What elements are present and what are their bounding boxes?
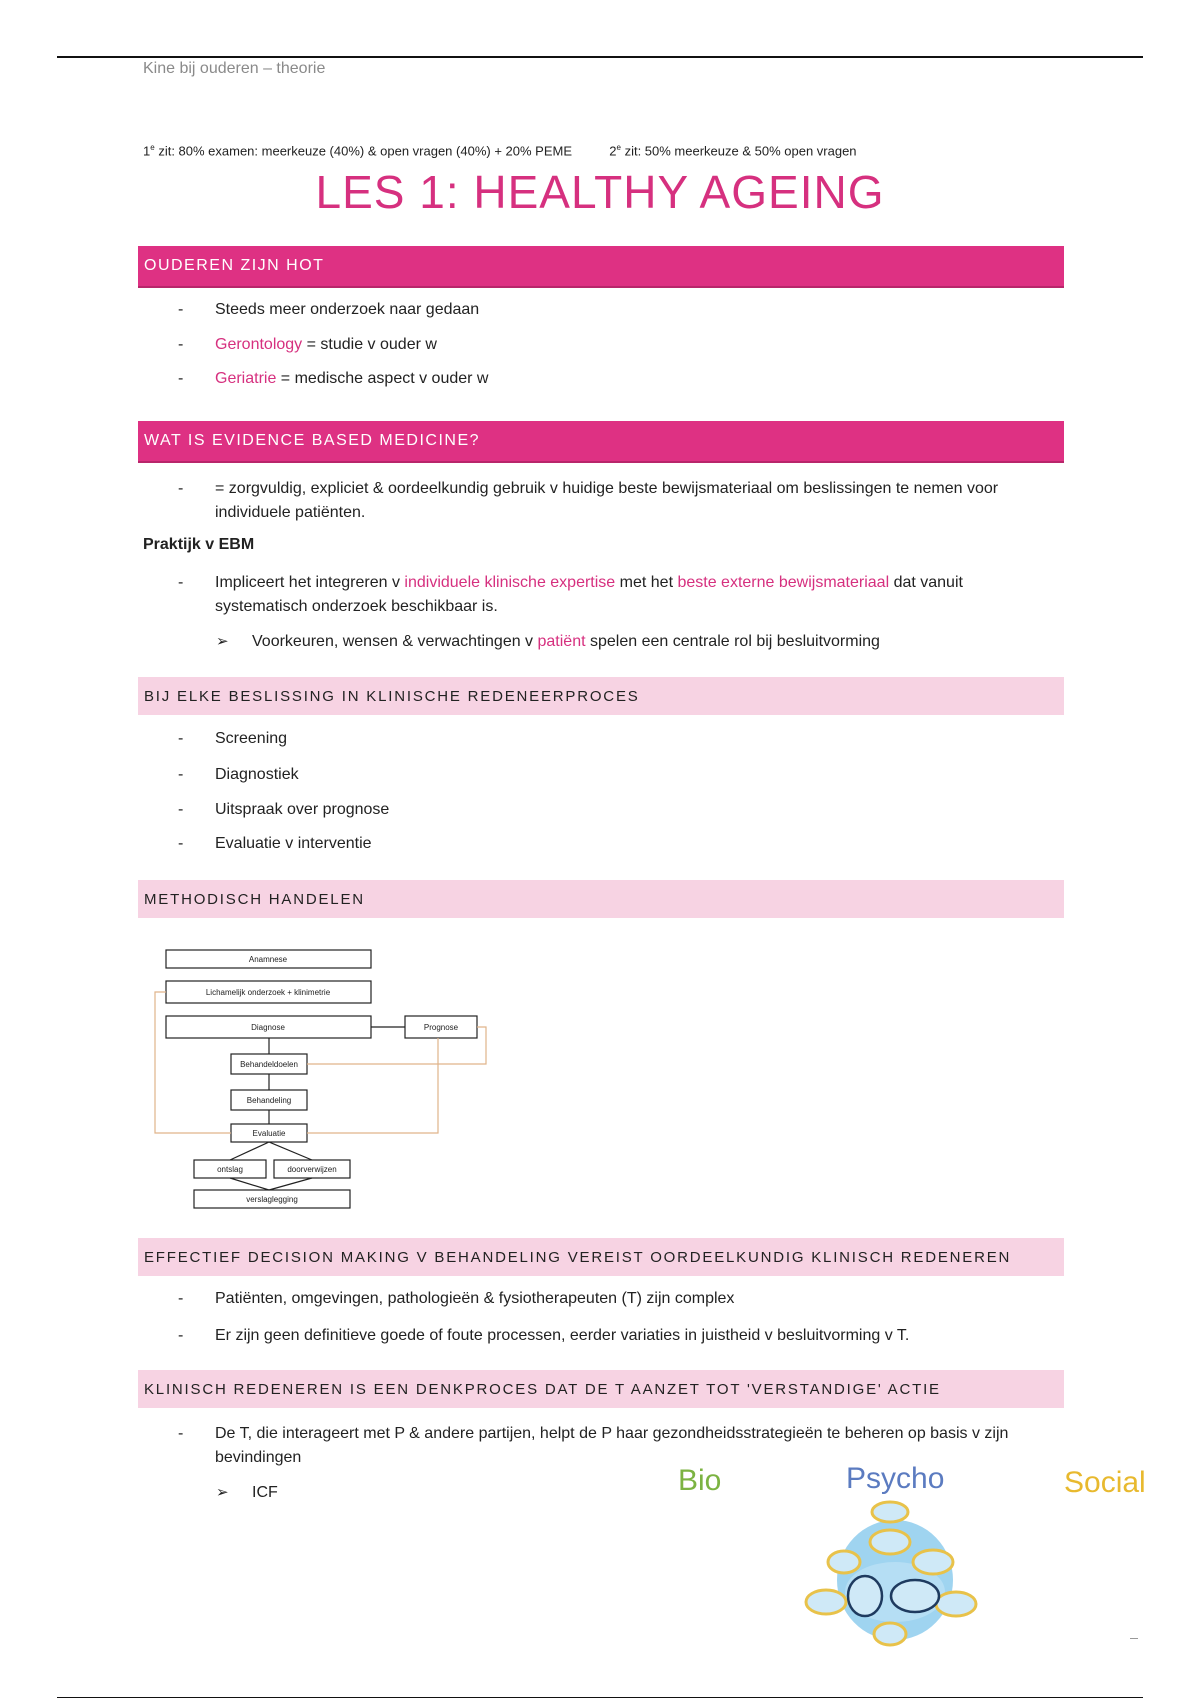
exam-first-text: zit: 80% examen: meerkeuze (40%) & open vragen (40%) + 20% PEME xyxy=(158,143,572,159)
bps-node-center-left xyxy=(848,1576,882,1616)
flow-label-behandeling: Behandeling xyxy=(246,1096,292,1105)
flow-label-behandeldoelen: Behandeldoelen xyxy=(240,1060,298,1069)
bps-label-social: Social xyxy=(1064,1466,1146,1499)
bps-label-bio: Bio xyxy=(678,1464,722,1497)
arrow-bullet-icon: ➢ xyxy=(216,633,229,650)
section-heading-methodisch: METHODISCH HANDELEN xyxy=(138,880,1064,918)
footer-rule xyxy=(57,1697,1143,1698)
running-header: Kine bij ouderen – theorie xyxy=(143,60,326,77)
flow-label-ontslag: ontslag xyxy=(217,1165,243,1174)
flow-label-prognose: Prognose xyxy=(423,1023,459,1032)
flow-label-evaluatie: Evaluatie xyxy=(252,1129,286,1138)
bps-node-bottom xyxy=(874,1623,906,1645)
bps-label-psycho: Psycho xyxy=(846,1462,945,1495)
term-patient: patiënt xyxy=(537,633,586,650)
exam-info xyxy=(143,143,857,158)
exam-first-sup: e xyxy=(150,143,155,152)
bps-node-top xyxy=(872,1502,908,1522)
section-heading-decision-making: EFFECTIEF DECISION MAKING V BEHANDELING VEREIST OORDEELKUNDIG KLINISCH REDENEREN xyxy=(138,1238,1064,1276)
flowchart-methodisch-handelen xyxy=(140,936,490,1216)
flow-label-diagnose: Diagnose xyxy=(251,1023,285,1032)
flow-label-doorverwijzen: doorverwijzen xyxy=(287,1165,337,1174)
bps-model-diagram xyxy=(800,1500,990,1650)
section-heading-ouderen: OUDEREN ZIJN HOT xyxy=(138,246,1064,288)
exam-first-num: 1 xyxy=(143,143,151,159)
term-klinische-expertise: individuele klinische expertise xyxy=(404,574,616,591)
exam-second-num: 2 xyxy=(609,143,617,159)
flow-label-anamnese: Anamnese xyxy=(248,955,288,964)
term-externe-bewijsmateriaal: beste externe bewijsmateriaal xyxy=(677,574,890,591)
bps-node-upper xyxy=(870,1530,910,1554)
section-heading-klinisch-redeneren: KLINISCH REDENEREN IS EEN DENKPROCES DAT DE T AANZET TOT 'VERSTANDIGE' ACTIE xyxy=(138,1370,1064,1408)
bps-node-far-left xyxy=(806,1590,846,1614)
page-title: LES 1: HEALTHY AGEING xyxy=(315,166,885,218)
bps-node-right xyxy=(913,1550,953,1574)
bps-node-center-right xyxy=(891,1580,939,1612)
term-gerontology: Gerontology xyxy=(215,336,303,353)
subheading-praktijk: Praktijk v EBM xyxy=(143,536,255,553)
flow-label-verslaglegging: verslaglegging xyxy=(246,1195,298,1204)
section-heading-beslissing: BIJ ELKE BESLISSING IN KLINISCHE REDENEERPROCES xyxy=(138,677,1064,715)
bps-node-left xyxy=(828,1551,860,1573)
section-heading-ebm: WAT IS EVIDENCE BASED MEDICINE? xyxy=(138,421,1064,463)
exam-second-sup: e xyxy=(616,143,621,152)
flow-label-onderzoek: Lichamelijk onderzoek + klinimetrie xyxy=(205,988,331,997)
exam-second-text: zit: 50% meerkeuze & 50% open vragen xyxy=(624,143,857,159)
header-rule xyxy=(57,56,1143,58)
arrow-bullet-icon: ➢ xyxy=(216,1484,229,1501)
page-mark xyxy=(1130,1638,1138,1639)
term-geriatrie: Geriatrie xyxy=(215,370,277,387)
bps-node-far-right xyxy=(936,1592,976,1616)
